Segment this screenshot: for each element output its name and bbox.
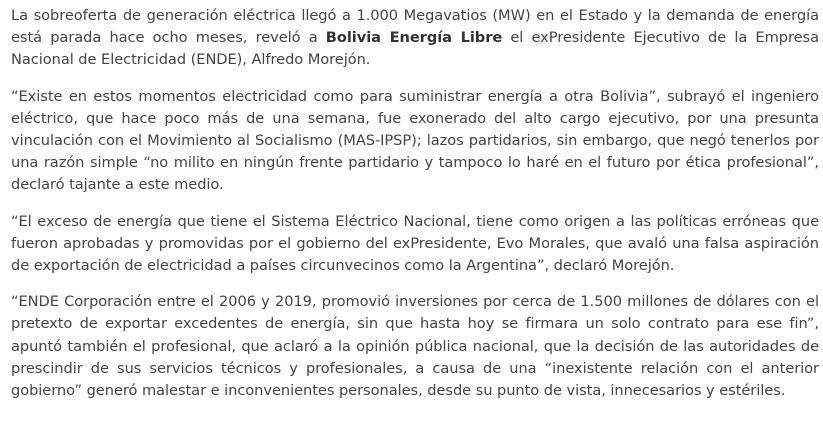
publication-name: Bolivia Energía Libre [325, 29, 503, 47]
paragraph-4: “ENDE Corporación entre el 2006 y 2019, promovió inversiones por cerca de 1.500 millones de dólares con el pretexto de exportar excedentes de energía, sin que hasta hoy se firmara un solo contrato para ese fin”, apuntó también el profesional, que aclaró a la opinión pública nacional, que la decisión de las autoridades de prescindir de sus servicios técnicos y profesionales, a causa de una “inexistente relación con el anterior gobierno” generó malestar e inconvenientes personales, desde su punto de vista, innecesarios y estériles. [11, 293, 819, 400]
paragraph-1 [11, 5, 819, 72]
paragraph-3: “El exceso de energía que tiene el Sistema Eléctrico Nacional, tiene como origen a las políticas erróneas que fueron aprobadas y promovidas por el gobierno del exPresidente, Evo Morales, que avaló una falsa aspiración de exportación de electricidad a países circunvecinos como la Argentina”, declaró Morejón. [11, 212, 819, 275]
article-body [11, 0, 819, 416]
paragraph-1-text-end: el exPresidente Ejecutivo de la Empresa Nacional de Electricidad (ENDE), Alfredo Morejón. [11, 29, 819, 69]
paragraph-1-text-start: La sobreoferta de generación eléctrica llegó a 1.000 Megavatios (MW) en el Estado y la demanda de energía está parada hace ocho meses, reveló a [11, 7, 819, 47]
paragraph-2: “Existe en estos momentos electricidad como para suministrar energía a otra Bolivia”, subrayó el ingeniero eléctrico, que hace poco más de una semana, fue exonerado del alto cargo ejecutivo, por una presunta vinculación con el Movimiento al Socialismo (MAS-IPSP); lazos partidarios, sin embargo, que negó tenerlos por una razón simple “no milito en ningún frente partidario y tampoco lo haré en el futuro por ética profesional”, declaró tajante a este medio. [11, 87, 819, 194]
